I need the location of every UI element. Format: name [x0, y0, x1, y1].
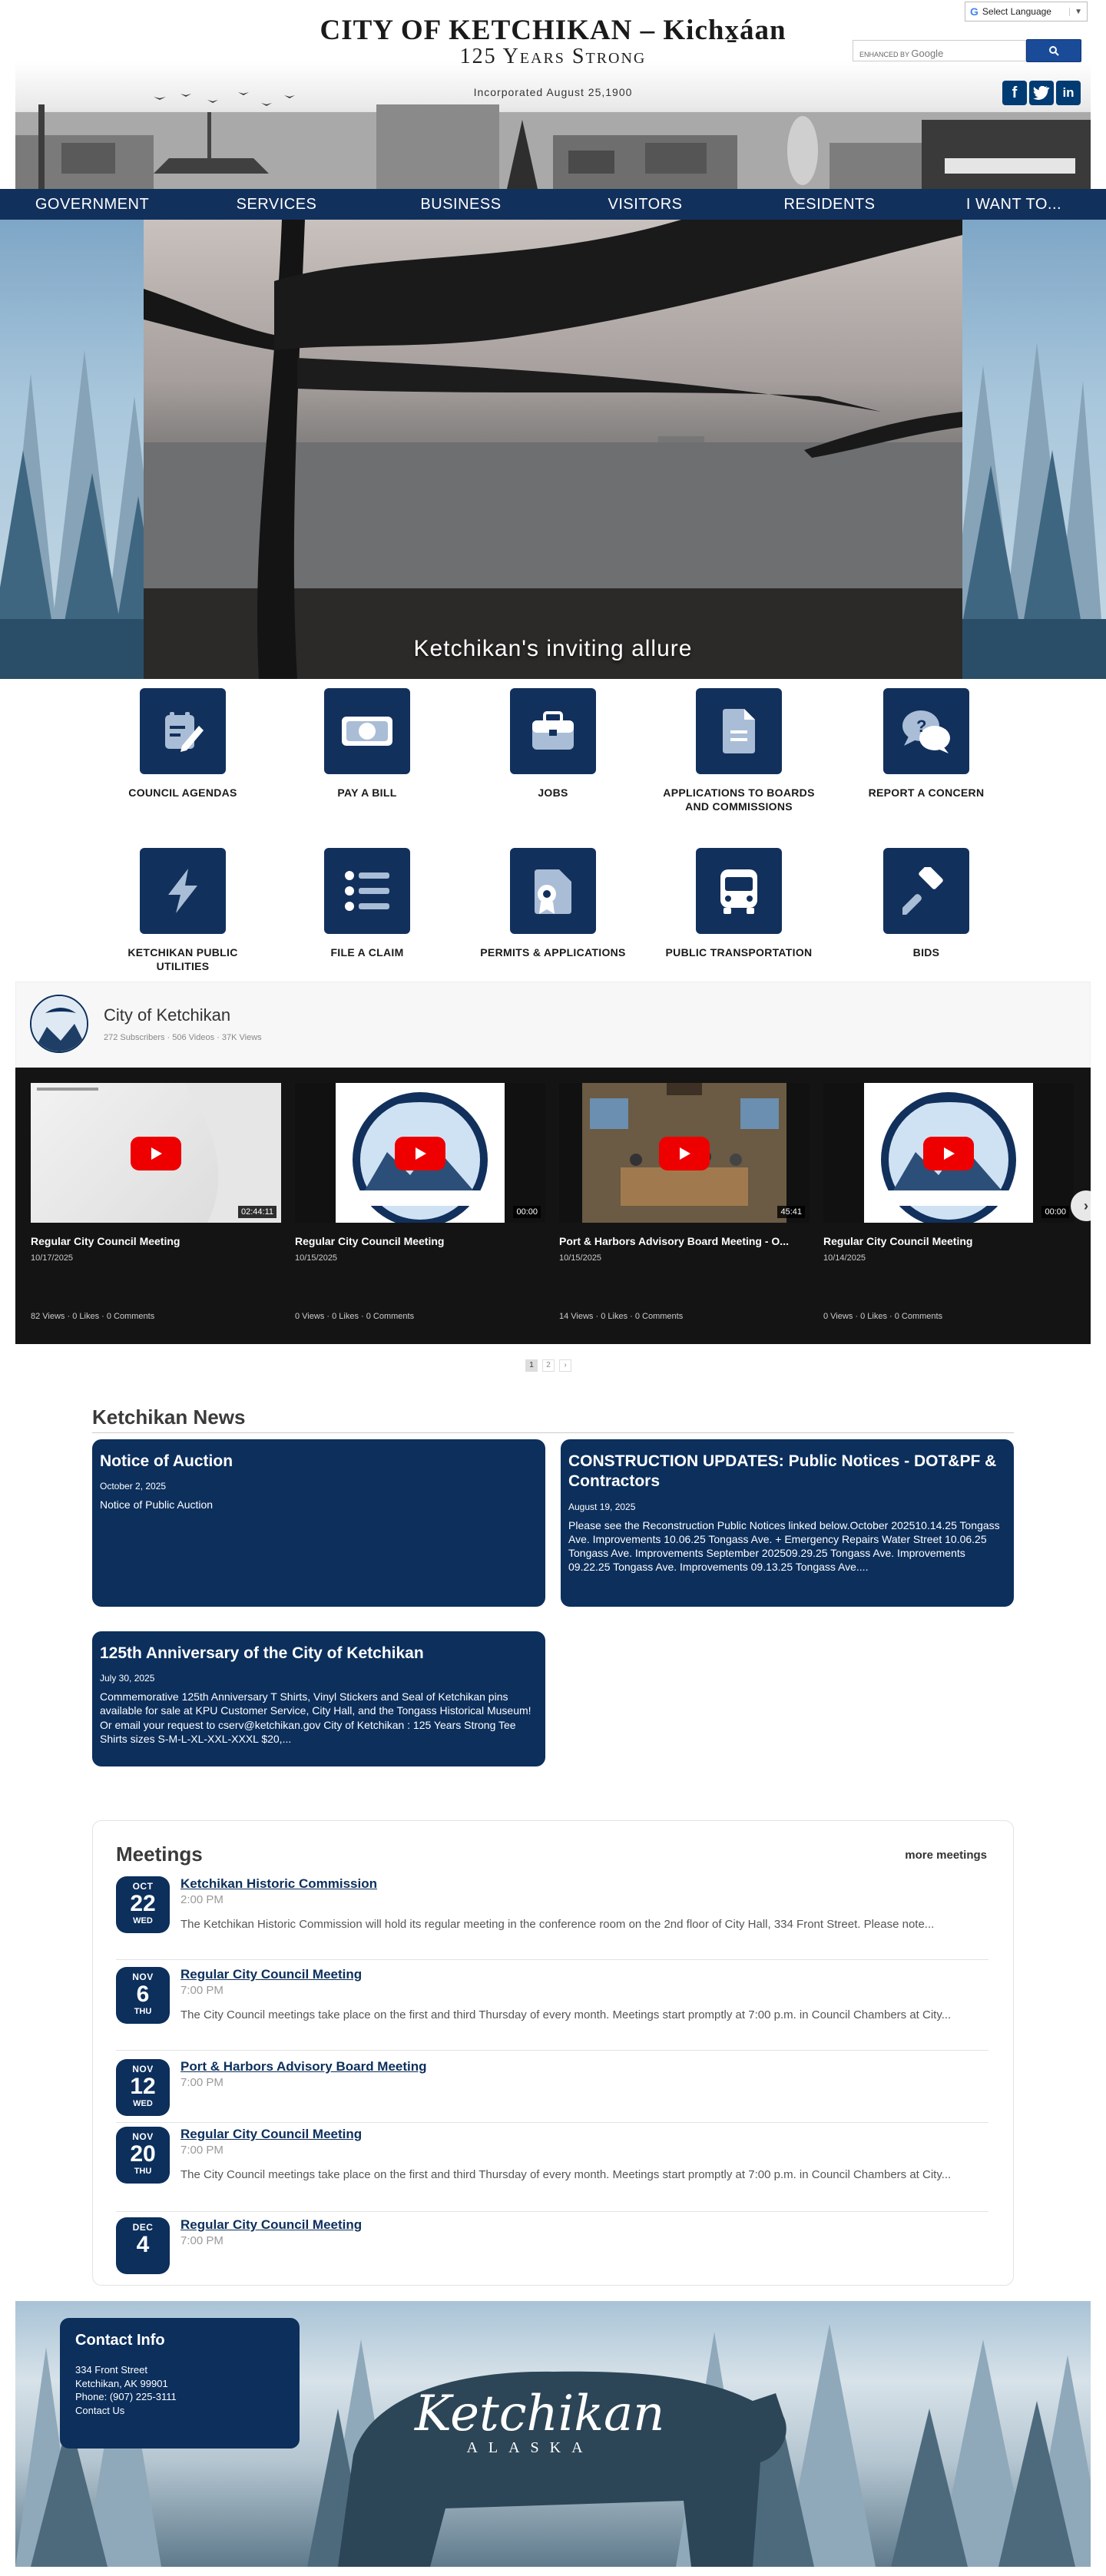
search-placeholder-prefix: ENHANCED BY	[859, 51, 909, 58]
divider	[116, 2050, 988, 2051]
quick-link-label: JOBS	[538, 786, 568, 799]
gavel-icon	[883, 848, 969, 934]
page-1-button[interactable]: 1	[525, 1359, 538, 1372]
meeting-date-badge	[116, 2217, 170, 2274]
video-date: 10/14/2025	[823, 1253, 866, 1263]
video-date: 10/17/2025	[31, 1253, 74, 1263]
meeting-weekday: WED	[133, 2099, 153, 2108]
video-title[interactable]: Port & Harbors Advisory Board Meeting - O...	[559, 1235, 789, 1247]
news-excerpt: Notice of Public Auction	[100, 1498, 214, 1511]
hero-caption: Ketchikan's inviting allure	[413, 636, 693, 661]
nav-i-want-to[interactable]: I WANT TO...	[965, 196, 1062, 213]
video-card[interactable]	[559, 1083, 810, 1321]
news-excerpt: Please see the Reconstruction Public Notices linked below.October 202510.14.25 Tongass Ave. Improvements 10.06.25 Tongass Ave. + Emergency Repairs Water Street 10.06.25 Tongass Ave. Improvements September 202509.29.25 Tongass Ave. Improvements 09.22.25 Tongass Ave. Improvements 09.13.25 Tongass Ave....	[568, 1518, 1000, 1574]
meeting-description: The City Council meetings take place on the first and third Thursday of every month. Meetings start promptly at 7:00 p.m. in Council Chambers at City...	[180, 2168, 952, 2181]
meeting-day: 20	[130, 2141, 156, 2167]
nav-government[interactable]: GOVERNMENT	[35, 196, 150, 213]
site-tagline: 125 Years Strong	[459, 45, 647, 68]
language-select[interactable]	[965, 2, 1088, 22]
meeting-info	[180, 2127, 988, 2183]
video-stats: 82 Views · 0 Likes · 0 Comments	[31, 1312, 155, 1321]
news-card[interactable]	[561, 1439, 1014, 1607]
next-page-button[interactable]: ›	[559, 1359, 571, 1372]
phone-number[interactable]: Phone: (907) 225-3111	[75, 2391, 177, 2403]
youtube-video-carousel	[15, 1068, 1091, 1344]
agenda-edit-icon	[140, 688, 226, 774]
meetings-panel	[92, 1820, 1014, 2286]
news-date: July 30, 2025	[100, 1673, 155, 1684]
main-navigation	[0, 189, 1106, 220]
video-thumbnail[interactable]	[31, 1083, 281, 1223]
news-title[interactable]: CONSTRUCTION UPDATES: Public Notices - DOT&PF & Contractors	[568, 1452, 997, 1491]
news-card[interactable]	[92, 1631, 545, 1766]
video-duration: 45:41	[777, 1206, 805, 1218]
meeting-info	[180, 1876, 988, 1932]
money-bill-icon	[324, 688, 410, 774]
video-title[interactable]: Regular City Council Meeting	[295, 1235, 445, 1247]
quick-link-file-a-claim[interactable]	[290, 848, 444, 960]
historic-photo-collage	[15, 89, 1091, 189]
quick-link-pay-a-bill[interactable]	[290, 688, 444, 800]
meeting-date-badge	[116, 1876, 170, 1933]
video-card[interactable]	[31, 1083, 281, 1321]
channel-avatar[interactable]	[30, 995, 88, 1053]
video-title[interactable]: Regular City Council Meeting	[823, 1235, 973, 1247]
video-duration: 00:00	[1041, 1206, 1069, 1218]
facebook-icon[interactable]: f	[1002, 81, 1027, 105]
quick-link-label: FILE A CLAIM	[330, 946, 404, 959]
meeting-info	[180, 1967, 988, 2023]
site-title[interactable]: CITY OF KETCHIKAN – Kichx̱áan	[320, 15, 786, 46]
play-button[interactable]	[131, 1137, 181, 1170]
news-date: October 2, 2025	[100, 1481, 167, 1492]
meeting-month: OCT	[132, 1881, 154, 1892]
meetings-title: Meetings	[116, 1843, 203, 1866]
chevron-right-icon: ›	[1084, 1197, 1088, 1214]
quick-link-public-utilities[interactable]	[106, 848, 260, 973]
search-button[interactable]	[1026, 39, 1081, 62]
video-thumbnail[interactable]	[559, 1083, 810, 1223]
quick-link-applications-boards[interactable]	[662, 688, 816, 813]
list-icon	[324, 848, 410, 934]
nav-visitors[interactable]: VISITORS	[608, 196, 683, 213]
logo-subtitle: ALASKA	[466, 2439, 594, 2456]
meeting-time: 7:00 PM	[180, 2234, 224, 2247]
meeting-date-badge	[116, 1967, 170, 2024]
video-thumbnail[interactable]	[823, 1083, 1074, 1223]
channel-stats: 272 Subscribers · 506 Videos · 37K Views	[104, 1033, 262, 1042]
meeting-day: 4	[136, 2232, 150, 2257]
svg-text:?: ?	[916, 717, 927, 736]
ketchikan-logo	[415, 2386, 665, 2457]
quick-link-public-transportation[interactable]	[662, 848, 816, 960]
meeting-name-link[interactable]: Regular City Council Meeting	[180, 1967, 363, 1982]
certificate-icon	[510, 848, 596, 934]
google-g-icon: G	[970, 5, 979, 18]
meeting-day: 22	[130, 1891, 156, 1916]
quick-link-label: APPLICATIONS TO BOARDS AND COMMISSIONS	[663, 786, 815, 813]
video-stats: 14 Views · 0 Likes · 0 Comments	[559, 1312, 684, 1321]
meeting-day: 12	[130, 2074, 156, 2099]
meeting-info	[180, 2217, 988, 2247]
play-button[interactable]	[395, 1137, 445, 1170]
nav-residents[interactable]: RESIDENTS	[783, 196, 876, 213]
contact-info-card	[60, 2318, 300, 2449]
ocean-tree-photo	[144, 220, 962, 679]
news-excerpt: Commemorative 125th Anniversary T Shirts, Vinyl Stickers and Seal of Ketchikan pins available for sale at KPU Customer Service, City Hall, and the Tongass Historical Museum! Or email your request to cserv@ketchikan.gov City of Ketchikan : 125 Years Strong Tee Shirts sizes S-M-L-XL-XXL-XXXL $20,...	[100, 1690, 531, 1745]
quick-link-label: PERMITS & APPLICATIONS	[480, 946, 626, 959]
video-title[interactable]: Regular City Council Meeting	[31, 1235, 180, 1247]
address-line-1: 334 Front Street	[75, 2364, 147, 2376]
document-icon	[696, 688, 782, 774]
quick-link-council-agendas[interactable]	[106, 688, 260, 800]
twitter-icon[interactable]	[1029, 81, 1054, 105]
meeting-month: NOV	[132, 2064, 154, 2074]
video-stats: 0 Views · 0 Likes · 0 Comments	[823, 1312, 943, 1321]
play-button[interactable]	[659, 1137, 710, 1170]
divider	[116, 1959, 988, 1960]
dropdown-arrow-icon: ▼	[1069, 8, 1087, 16]
page-2-button[interactable]: 2	[542, 1359, 555, 1372]
quick-link-label: KETCHIKAN PUBLIC UTILITIES	[127, 946, 238, 972]
meeting-weekday: WED	[133, 1916, 153, 1925]
linkedin-icon[interactable]: in	[1056, 81, 1081, 105]
bus-icon	[696, 848, 782, 934]
meeting-weekday: THU	[134, 2007, 152, 2016]
video-card[interactable]	[295, 1083, 545, 1321]
meeting-time: 2:00 PM	[180, 1893, 224, 1906]
language-select-label: Select Language	[982, 6, 1051, 17]
address-line-2: Ketchikan, AK 99901	[75, 2377, 168, 2389]
video-date: 10/15/2025	[559, 1253, 602, 1263]
nav-services[interactable]: SERVICES	[236, 196, 317, 213]
search-placeholder-brand: Google	[911, 48, 944, 59]
hero-slider[interactable]	[0, 220, 1106, 679]
quick-link-permits-applications[interactable]	[476, 848, 630, 960]
contact-us-link[interactable]: Contact Us	[75, 2404, 125, 2416]
incorporation-date: Incorporated August 25,1900	[473, 86, 633, 98]
meeting-weekday: THU	[134, 2167, 152, 2176]
channel-name[interactable]: City of Ketchikan	[104, 1005, 231, 1025]
video-duration: 00:00	[513, 1206, 541, 1218]
play-button[interactable]	[923, 1137, 974, 1170]
quick-link-label: COUNCIL AGENDAS	[128, 786, 237, 799]
news-card[interactable]	[92, 1439, 545, 1607]
quick-link-label: PAY A BILL	[337, 786, 397, 799]
meeting-description: The City Council meetings take place on the first and third Thursday of every month. Meetings start promptly at 7:00 p.m. in Council Chambers at City...	[180, 2008, 952, 2021]
quick-link-jobs[interactable]	[476, 688, 630, 800]
news-date: August 19, 2025	[568, 1501, 636, 1512]
video-date: 10/15/2025	[295, 1253, 338, 1263]
news-title[interactable]: Notice of Auction	[100, 1452, 233, 1470]
quick-link-report-a-concern[interactable]	[849, 688, 1003, 800]
meeting-name-link[interactable]: Port & Harbors Advisory Board Meeting	[180, 2059, 427, 2074]
quick-link-label: BIDS	[912, 946, 940, 959]
meeting-month: NOV	[132, 2131, 154, 2142]
site-header	[15, 0, 1091, 189]
video-duration: 02:44:11	[238, 1206, 276, 1218]
meeting-day: 6	[136, 1982, 150, 2007]
meeting-name-link[interactable]: Regular City Council Meeting	[180, 2127, 363, 2141]
briefcase-icon	[510, 688, 596, 774]
hero-slide-image	[144, 220, 962, 679]
meeting-time: 7:00 PM	[180, 2144, 224, 2157]
meeting-info	[180, 2059, 988, 2089]
search-icon	[1048, 45, 1059, 56]
search-input[interactable]	[853, 40, 1026, 61]
meeting-month: DEC	[132, 2222, 154, 2233]
video-card[interactable]	[823, 1083, 1074, 1321]
chat-question-icon	[883, 688, 969, 774]
quick-link-label: REPORT A CONCERN	[868, 786, 985, 799]
nav-business[interactable]: BUSINESS	[420, 196, 502, 213]
quick-link-label: PUBLIC TRANSPORTATION	[665, 946, 813, 959]
divider	[116, 2211, 988, 2212]
youtube-channel-header	[15, 982, 1091, 1068]
meeting-description: The Ketchikan Historic Commission will hold its regular meeting in the conference room on the 2nd floor of City Hall, 334 Front Street. Please note...	[180, 1918, 935, 1931]
meeting-date-badge	[116, 2127, 170, 2184]
meeting-time: 7:00 PM	[180, 1984, 224, 1997]
youtube-pagination	[525, 1359, 571, 1372]
lightning-bolt-icon	[140, 848, 226, 934]
meeting-month: NOV	[132, 1972, 154, 1982]
video-stats: 0 Views · 0 Likes · 0 Comments	[295, 1312, 415, 1321]
site-footer	[15, 2301, 1091, 2567]
meeting-time: 7:00 PM	[180, 2076, 224, 2089]
news-title[interactable]: 125th Anniversary of the City of Ketchikan	[100, 1644, 424, 1662]
news-section-title: Ketchikan News	[92, 1406, 1014, 1433]
video-thumbnail[interactable]	[295, 1083, 545, 1223]
meeting-name-link[interactable]: Regular City Council Meeting	[180, 2217, 363, 2232]
divider	[116, 2122, 988, 2123]
quick-link-bids[interactable]	[849, 848, 1003, 960]
meeting-name-link[interactable]: Ketchikan Historic Commission	[180, 1876, 378, 1891]
logo-script: Ketchikan	[415, 2386, 665, 2442]
meeting-date-badge	[116, 2059, 170, 2116]
contact-title: Contact Info	[75, 2332, 165, 2349]
more-meetings-link[interactable]: more meetings	[905, 1849, 987, 1862]
